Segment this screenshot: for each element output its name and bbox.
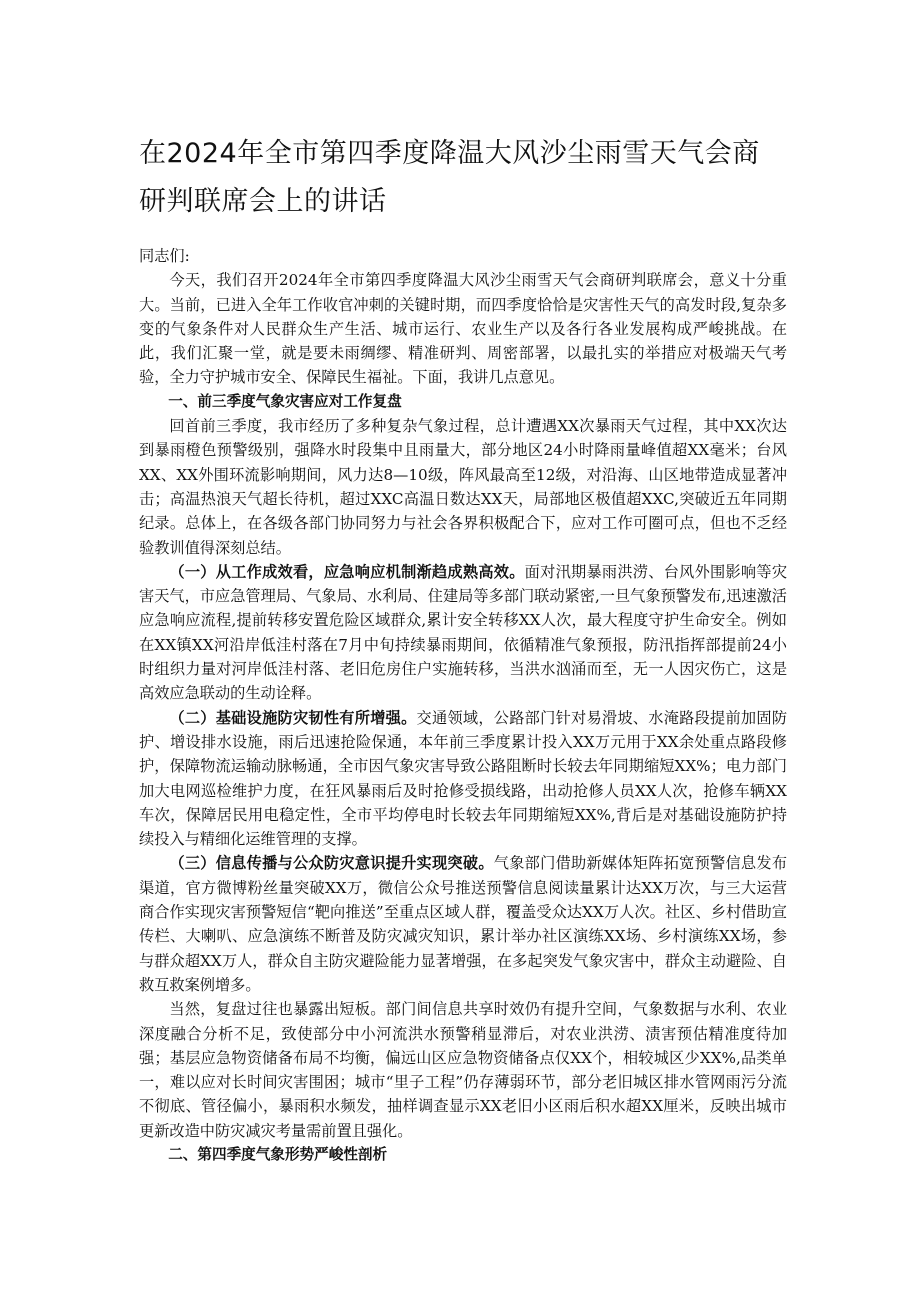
- subsection-2-paragraph: [139, 706, 787, 852]
- subsection-1-paragraph: [139, 560, 787, 706]
- subsection-2-text: 交通领域，公路部门针对易滑坡、水淹路段提前加固防护、增设排水设施，雨后迅速抢险保通，本年前三季度累计投入XX万元用于XX余处重点路段修护，保障物流运输动脉畅通，全市因气象灾害导致公路阻断时长较去年同期缩短XX%；电力部门加大电网巡检维护力度，在狂风暴雨后及时抢修受损线路，出动抢修人员XX人次，抢修车辆XX车次，保障居民用电稳定性，全市平均停电时长较去年同期缩短XX%,背后是对基础设施防护持续投入与精细化运维管理的支撑。: [139, 708, 788, 849]
- document-title: 在2024年全市第四季度降温大风沙尘雨雪天气会商研判联席会上的讲话: [139, 138, 760, 217]
- shortcoming-paragraph: 当然，复盘过往也暴露出短板。部门间信息共享时效仍有提升空间，气象数据与水利、农业深度融合分析不足，致使部分中小河流洪水预警稍显滞后，对农业洪涝、渍害预估精准度待加强；基层应急物资储备布局不均衡，偏远山区应急物资储备点仅XX个，相较城区少XX%,品类单一，难以应对长时间灾害围困；城市“里子工程”仍存薄弱环节，部分老旧城区排水管网雨污分流不彻底、管径偏小，暴雨积水频发，抽样调查显示XX老旧小区雨后积水超XX厘米，反映出城市更新改造中防灾减灾考量需前置且强化。: [139, 1000, 787, 1140]
- section-heading-1: 一、前三季度气象灾害应对工作复盘: [168, 392, 402, 410]
- subsection-3-lead: （三）信息传播与公众防灾意识提升实现突破。: [169, 854, 494, 873]
- document-page: [139, 130, 787, 1167]
- subsection-2-lead: （二）基础设施防灾韧性有所增强。: [169, 708, 417, 727]
- subsection-3-paragraph: [139, 851, 787, 997]
- subsection-1-text: 面对汛期暴雨洪涝、台风外围影响等灾害天气，市应急管理局、气象局、水利局、住建局等多部门联动紧密,一旦气象预警发布,迅速激活应急响应流程,提前转移安置危险区域群众,累计安全转移XX人次，最大程度守护生命安全。例如在XX镇XX河沿岸低洼村落在7月中旬持续暴雨期间，依循精准气象预报，防汛指挥部提前24小时组织力量对河岸低洼村落、老旧危房住户实施转移，当洪水汹涌而至，无一人因灾伤亡，这是高效应急联动的生动诠释。: [139, 562, 788, 703]
- section1-intro-paragraph: 回首前三季度，我市经历了多种复杂气象过程，总计遭遇XX次暴雨天气过程，其中XX次达到暴雨橙色预警级别，强降水时段集中且雨量大，部分地区24小时降雨量峰值超XX毫米；台风XX、XX外围环流影响期间，风力达8—10级，阵风最高至12级，对沿海、山区地带造成显著冲击；高温热浪天气超长待机，超过XXC高温日数达XX天，局部地区极值超XXC,突破近五年同期纪录。总体上，在各级各部门协同努力与社会各界积极配合下，应对工作可圈可点，但也不乏经验教训值得深刻总结。: [139, 417, 788, 557]
- salutation: 同志们:: [139, 247, 190, 265]
- subsection-3-text: 气象部门借助新媒体矩阵拓宽预警信息发布渠道，官方微博粉丝量突破XX万，微信公众号推送预警信息阅读量累计达XX万次，与三大运营商合作实现灾害预警短信“靶向推送”至重点区域人群，覆盖受众达XX万人次。社区、乡村借助宣传栏、大喇叭、应急演练不断普及防灾减灾知识，累计举办社区演练XX场、乡村演练XX场，参与群众超XX万人，群众自主防灾避险能力显著增强，在多起突发气象灾害中，群众主动避险、自救互救案例增多。: [139, 854, 788, 994]
- subsection-1-lead: （一）从工作成效看，应急响应机制渐趋成熟高效。: [169, 562, 525, 581]
- intro-paragraph: 今天，我们召开2024年全市第四季度降温大风沙尘雨雪天气会商研判联席会，意义十分重大。当前，已进入全年工作收官冲刺的关键时期，而四季度恰恰是灾害性天气的高发时段,复杂多变的气象条件对人民群众生产生活、城市运行、农业生产以及各行各业发展构成严峻挑战。在此，我们汇聚一堂，就是要未雨绸缪、精准研判、周密部署，以最扎实的举措应对极端天气考验，全力守护城市安全、保障民生福祉。下面，我讲几点意见。: [139, 271, 787, 387]
- section-heading-2: 二、第四季度气象形势严峻性剖析: [168, 1145, 388, 1163]
- document-body: [139, 244, 787, 1167]
